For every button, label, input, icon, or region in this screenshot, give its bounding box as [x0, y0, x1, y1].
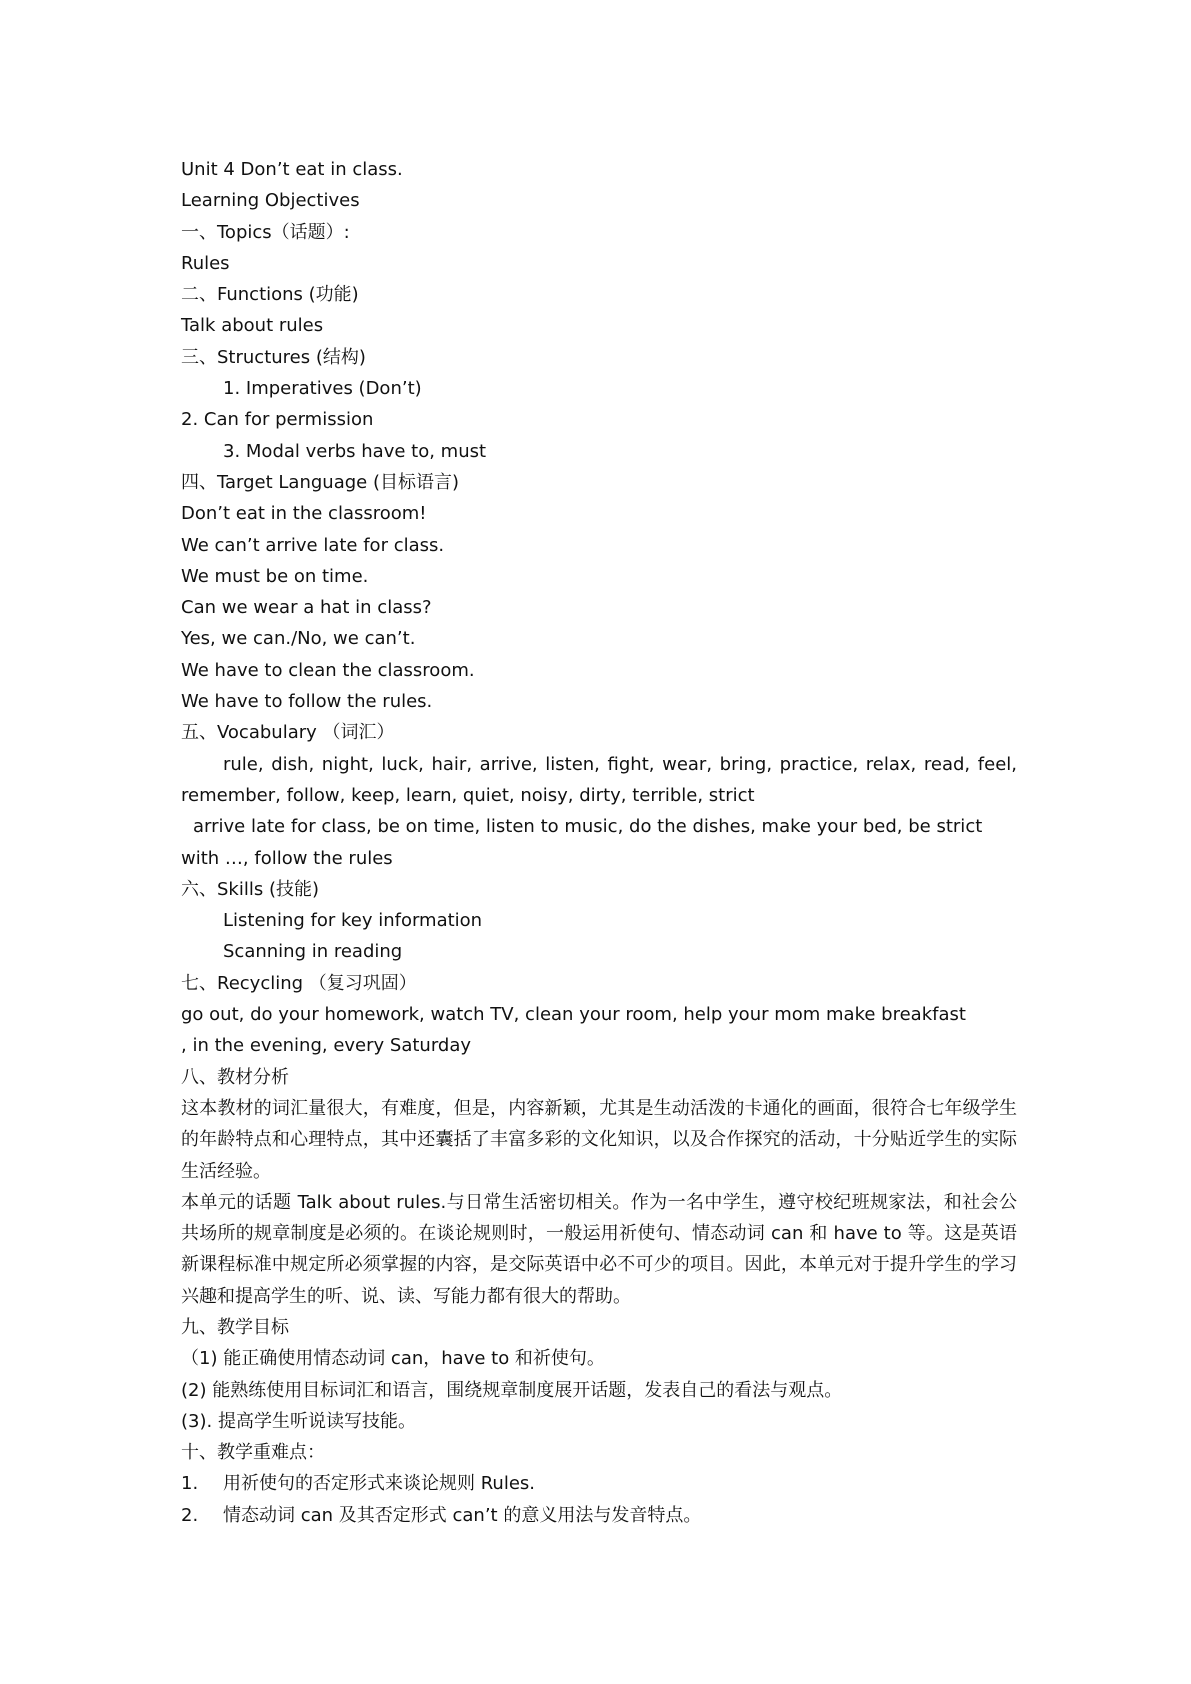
key-point-number: 1. — [181, 1473, 199, 1495]
teaching-goal-item: (2) 能熟练使用目标词汇和语言，围绕规章制度展开话题，发表自己的看法与观点。 — [181, 1379, 843, 1401]
document-body — [181, 154, 1017, 1531]
key-point-item — [181, 1468, 1017, 1499]
skill-item: Scanning in reading — [223, 941, 403, 963]
structure-item: 1. Imperatives (Don’t) — [223, 378, 422, 400]
vocabulary-words: rule, dish, night, luck, hair, arrive, listen, fight, wear, bring, practice, relax, read, feel, remember, follow, keep, learn, quiet, noisy, dirty, terrible, strict — [181, 753, 1017, 806]
functions-text: Talk about rules — [181, 315, 324, 337]
key-point-text: 用祈使句的否定形式来谈论规则 Rules. — [223, 1473, 536, 1495]
textbook-analysis-paragraph: 本单元的话题 Talk about rules.与日常生活密切相关。作为一名中学生，遵守校纪班规家法，和社会公共场所的规章制度是必须的。在谈论规则时，一般运用祈使句、情态动词 can 和 have to 等。这是英语新课程标准中规定所必须掌握的内容，是交际英语中必不可少的项目。因此，本单元对于提升学生的学习兴趣和提高学生的听、说、读、写能力都有很大的帮助。 — [181, 1191, 1017, 1307]
key-point-text: 情态动词 can 及其否定形式 can’t 的意义用法与发音特点。 — [223, 1504, 702, 1526]
section-textbook-analysis-heading: 八、教材分析 — [181, 1066, 289, 1088]
teaching-goal-item: (3). 提高学生听说读写技能。 — [181, 1410, 416, 1432]
target-language-line: Yes, we can./No, we can’t. — [181, 628, 416, 650]
section-target-language-heading: 四、Target Language (目标语言) — [181, 471, 460, 493]
structure-item: 2. Can for permission — [181, 409, 374, 431]
section-functions-heading: 二、Functions (功能) — [181, 284, 359, 306]
teaching-goal-item: （1) 能正确使用情态动词 can，have to 和祈使句。 — [181, 1348, 605, 1370]
unit-title: Unit 4 Don’t eat in class. — [181, 159, 403, 180]
key-point-item — [181, 1500, 1017, 1531]
vocabulary-phrases: arrive late for class, be on time, listen to music, do the dishes, make your bed, be strict with …, follow the rules — [181, 816, 983, 869]
skill-item: Listening for key information — [223, 910, 483, 932]
recycling-line: , in the evening, every Saturday — [181, 1035, 472, 1057]
target-language-line: We must be on time. — [181, 565, 369, 587]
textbook-analysis-paragraph: 这本教材的词汇量很大，有难度，但是，内容新颖，尤其是生动活泼的卡通化的画面，很符合七年级学生的年龄特点和心理特点，其中还囊括了丰富多彩的文化知识，以及合作探究的活动，十分贴近学生的实际生活经验。 — [181, 1097, 1017, 1182]
target-language-line: Don’t eat in the classroom! — [181, 503, 427, 525]
learning-objectives-heading: Learning Objectives — [181, 190, 360, 212]
section-key-points-heading: 十、教学重难点： — [181, 1442, 325, 1464]
structure-item: 3. Modal verbs have to, must — [223, 440, 487, 462]
topics-text: Rules — [181, 252, 230, 274]
section-teaching-goals-heading: 九、教学目标 — [181, 1316, 289, 1338]
target-language-line: We have to follow the rules. — [181, 691, 433, 713]
section-topics-heading: 一、Topics（话题）: — [181, 221, 350, 243]
section-recycling-heading: 七、Recycling （复习巩固） — [181, 972, 417, 994]
target-language-line: Can we wear a hat in class? — [181, 597, 432, 619]
section-structures-heading: 三、Structures (结构) — [181, 346, 366, 368]
target-language-line: We have to clean the classroom. — [181, 659, 475, 681]
target-language-line: We can’t arrive late for class. — [181, 534, 445, 556]
recycling-line: go out, do your homework, watch TV, clean your room, help your mom make breakfast — [181, 1004, 966, 1026]
key-point-number: 2. — [181, 1504, 199, 1526]
section-vocabulary-heading: 五、Vocabulary （词汇） — [181, 722, 395, 744]
section-skills-heading: 六、Skills (技能) — [181, 878, 319, 900]
